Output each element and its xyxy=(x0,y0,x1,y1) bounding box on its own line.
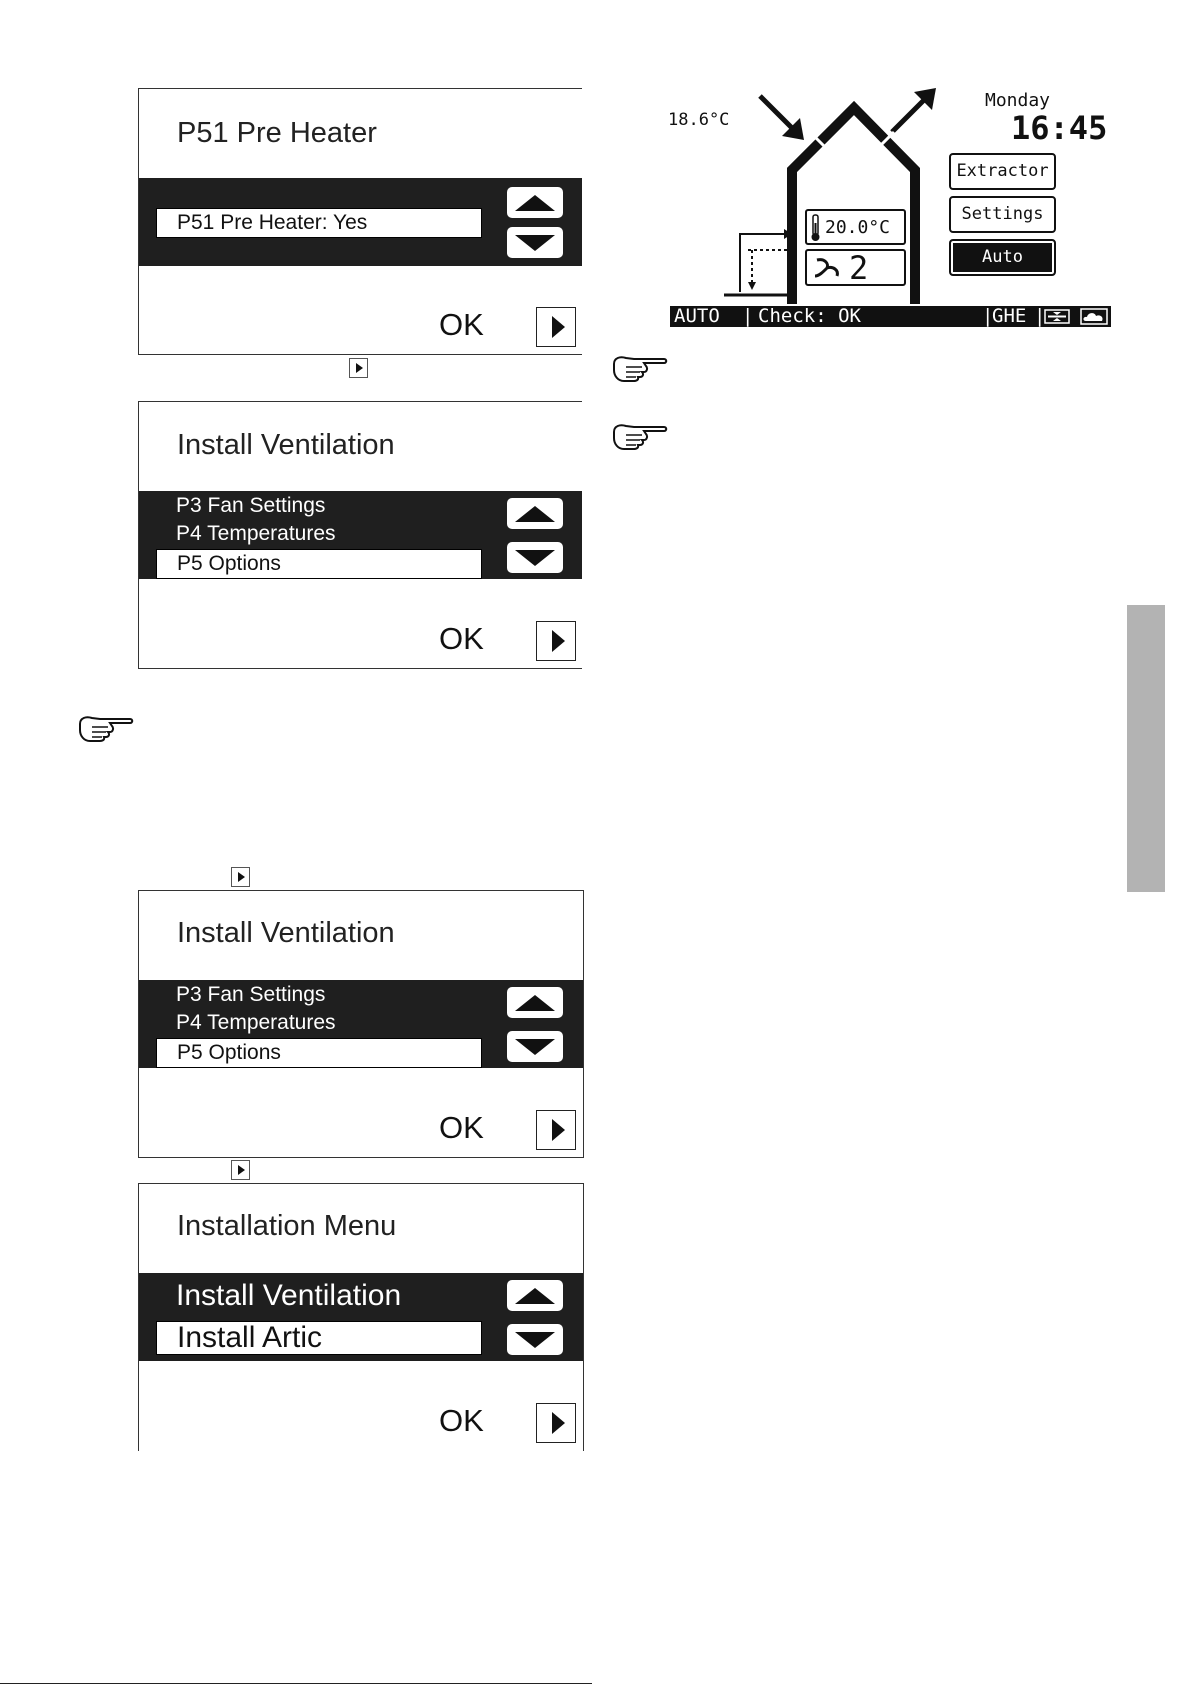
scroll-up-button[interactable] xyxy=(507,187,563,218)
scroll-down-button[interactable] xyxy=(507,227,563,258)
play-arrow-icon xyxy=(537,308,575,346)
list-item-selected[interactable]: P5 Options xyxy=(156,1038,482,1068)
panel-installation-menu xyxy=(138,1183,584,1451)
status-check: Check: OK xyxy=(758,305,861,327)
arrow-down-icon xyxy=(507,1324,563,1355)
page-title: Install Ventilation xyxy=(177,429,395,461)
scroll-up-button[interactable] xyxy=(507,987,563,1018)
pointing-hand-icon xyxy=(78,712,134,742)
pointing-hand-icon xyxy=(612,420,668,450)
list-item-selected[interactable]: Install Artic xyxy=(156,1321,482,1355)
fan-level-box[interactable] xyxy=(805,249,906,286)
menu-list xyxy=(139,178,582,266)
list-item-selected[interactable]: P5 Options xyxy=(156,549,482,579)
outdoor-temperature: 18.6°C xyxy=(668,110,730,130)
scroll-down-button[interactable] xyxy=(507,542,563,573)
play-arrow-icon xyxy=(537,1111,575,1149)
note-hand-1 xyxy=(612,352,668,387)
page-title: Installation Menu xyxy=(177,1210,397,1242)
ok-button[interactable] xyxy=(536,1110,576,1150)
status-divider: | xyxy=(1034,305,1046,327)
status-ghe: GHE xyxy=(992,305,1027,327)
clock-time: 16:45 xyxy=(1011,109,1108,147)
panel-install-ventilation-2 xyxy=(138,890,584,1158)
thermometer-icon xyxy=(809,213,823,243)
fan-icon xyxy=(813,256,841,280)
footer-rule xyxy=(0,1683,592,1684)
scroll-down-button[interactable] xyxy=(507,1324,563,1355)
cloud-icon xyxy=(1080,308,1108,325)
status-divider: | xyxy=(742,305,754,327)
list-item[interactable]: P3 Fan Settings xyxy=(176,494,326,517)
list-item[interactable]: P4 Temperatures xyxy=(176,522,336,545)
extractor-button[interactable]: Extractor xyxy=(949,153,1056,190)
list-item[interactable]: P3 Fan Settings xyxy=(176,983,326,1006)
menu-list xyxy=(139,491,582,579)
ok-button[interactable] xyxy=(536,307,576,347)
status-bar xyxy=(670,306,1111,327)
list-item[interactable]: Install Ventilation xyxy=(176,1279,402,1312)
play-arrow-icon xyxy=(537,1404,575,1442)
section-tab xyxy=(1127,605,1165,892)
ok-label: OK xyxy=(439,307,484,342)
menu-list xyxy=(139,980,583,1068)
pointing-hand-icon xyxy=(612,352,668,382)
status-divider: | xyxy=(982,305,994,327)
auto-button[interactable]: Auto xyxy=(949,239,1056,276)
page-title: Install Ventilation xyxy=(177,917,395,949)
ok-label: OK xyxy=(439,621,484,656)
scroll-up-button[interactable] xyxy=(507,1280,563,1311)
menu-list xyxy=(139,1273,583,1361)
arrow-down-icon xyxy=(507,227,563,258)
panel-install-ventilation xyxy=(138,401,582,669)
play-arrow-icon xyxy=(232,1161,249,1179)
ok-label: OK xyxy=(439,1403,484,1438)
ok-button[interactable] xyxy=(536,621,576,661)
list-item[interactable]: P4 Temperatures xyxy=(176,1011,336,1034)
ok-button[interactable] xyxy=(536,1403,576,1443)
next-step-indicator xyxy=(231,867,250,887)
panel-p51-pre-heater xyxy=(138,88,582,355)
arrow-down-icon xyxy=(507,542,563,573)
home-screen xyxy=(664,82,1124,327)
bypass-icon xyxy=(1044,309,1070,324)
scroll-down-button[interactable] xyxy=(507,1031,563,1062)
next-step-indicator xyxy=(349,358,368,378)
scroll-up-button[interactable] xyxy=(507,498,563,529)
list-item-selected[interactable]: P51 Pre Heater: Yes xyxy=(156,208,482,238)
fan-level: 2 xyxy=(849,249,869,287)
play-arrow-icon xyxy=(537,622,575,660)
arrow-up-icon xyxy=(507,498,563,529)
indoor-temperature: 20.0°C xyxy=(825,217,891,238)
arrow-up-icon xyxy=(507,987,563,1018)
arrow-down-icon xyxy=(507,1031,563,1062)
status-mode: AUTO xyxy=(674,305,720,327)
note-hand-2 xyxy=(612,420,668,455)
indoor-temperature-box xyxy=(805,209,906,245)
next-step-indicator xyxy=(231,1160,250,1180)
ok-label: OK xyxy=(439,1110,484,1145)
note-hand xyxy=(78,712,134,747)
arrow-up-icon xyxy=(507,1280,563,1311)
play-arrow-icon xyxy=(350,359,367,377)
play-arrow-icon xyxy=(232,868,249,886)
page-title: P51 Pre Heater xyxy=(177,117,377,149)
settings-button[interactable]: Settings xyxy=(949,196,1056,233)
arrow-up-icon xyxy=(507,187,563,218)
weekday-label: Monday xyxy=(985,90,1051,111)
